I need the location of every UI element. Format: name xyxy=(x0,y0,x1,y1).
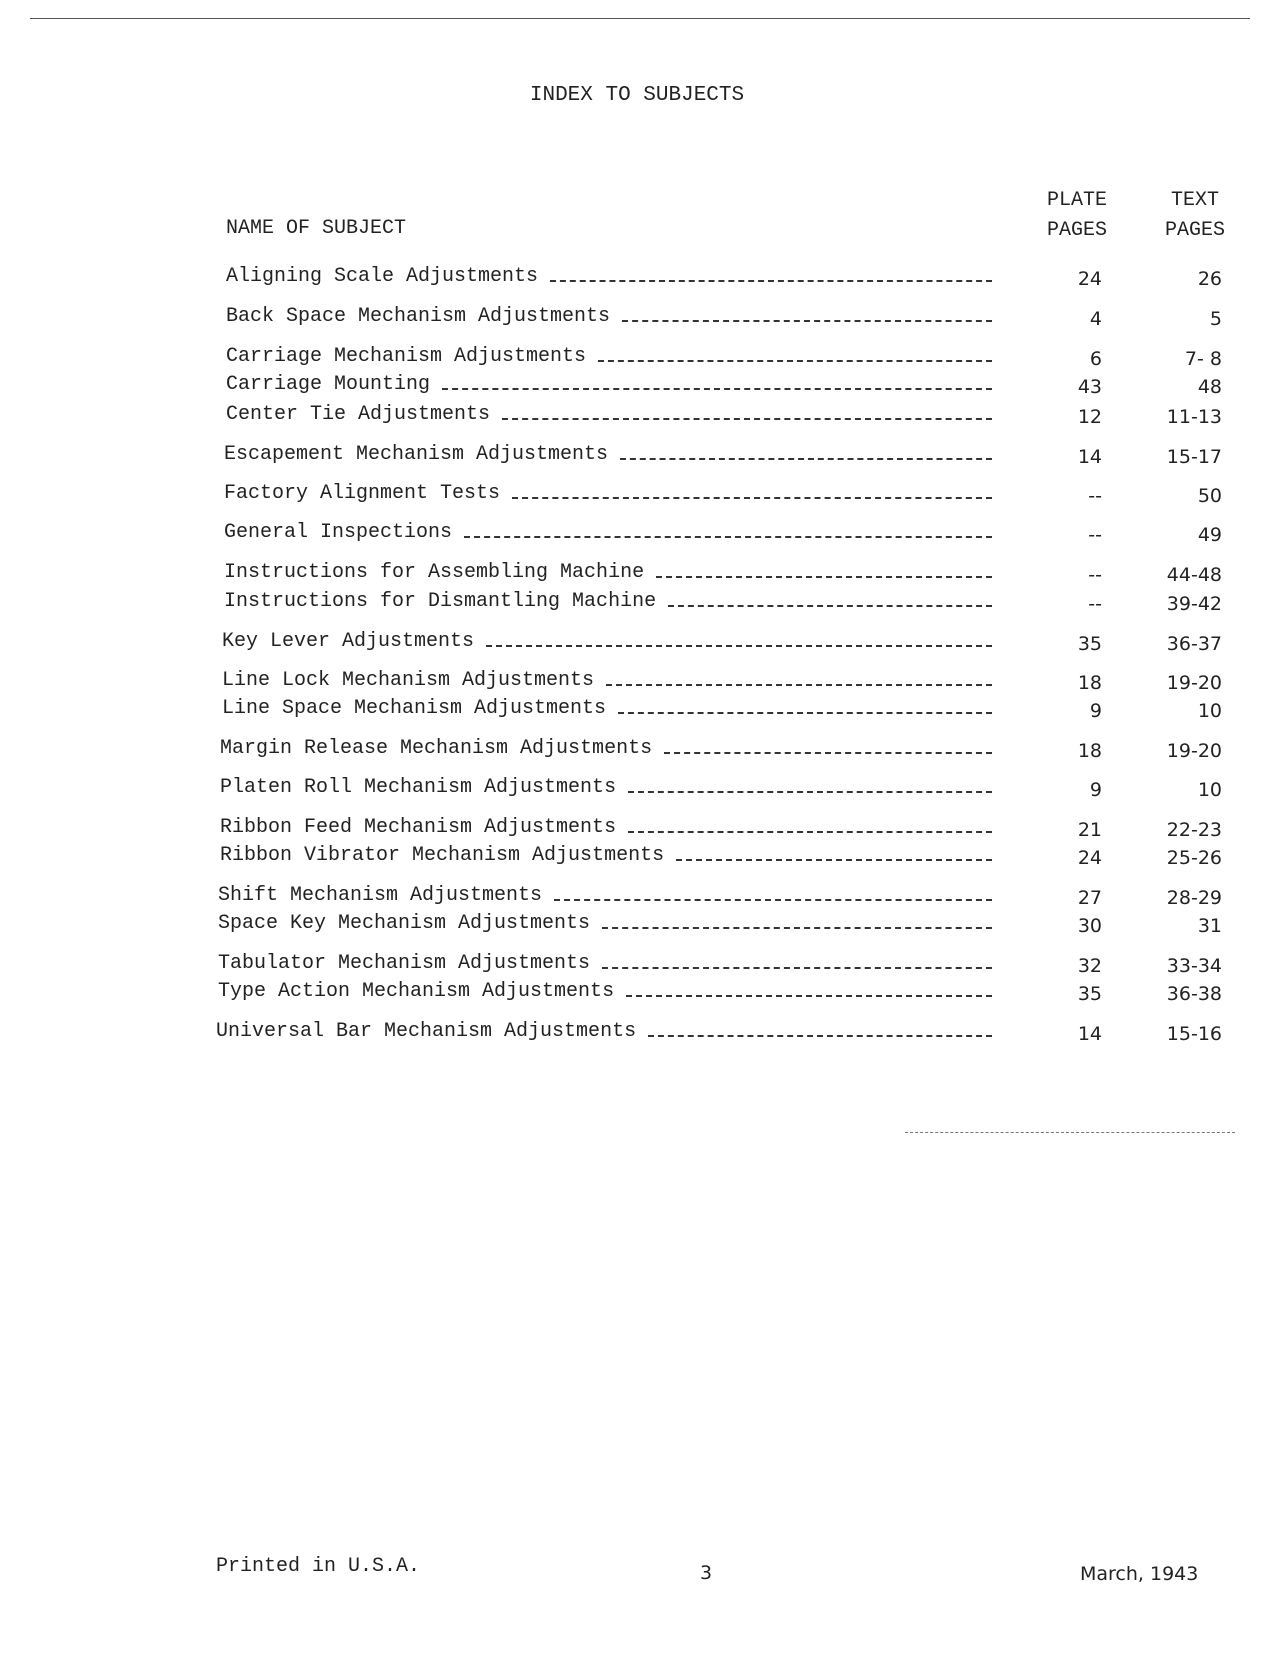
subject-name: Center Tie Adjustments xyxy=(226,403,491,426)
text-pages-value: 15-17 xyxy=(1166,446,1222,468)
subject-name: Tabulator Mechanism Adjustments xyxy=(218,952,591,975)
plate-pages-value: 35 xyxy=(1077,633,1102,655)
text-pages-value: 44-48 xyxy=(1166,564,1222,586)
text-pages-value: 5 xyxy=(1209,308,1222,330)
plate-pages-value: -- xyxy=(1088,593,1102,615)
plate-pages-value: 43 xyxy=(1077,376,1102,398)
dash-leader xyxy=(656,576,992,578)
subject-name: Margin Release Mechanism Adjustments xyxy=(220,737,653,760)
text-pages-value: 36-37 xyxy=(1166,633,1222,655)
plate-pages-value: 24 xyxy=(1077,847,1102,869)
plate-pages-value: 9 xyxy=(1089,779,1102,801)
text-pages-value: 10 xyxy=(1197,700,1222,722)
text-pages-value: 25-26 xyxy=(1166,847,1222,869)
text-pages-value: 15-16 xyxy=(1166,1023,1222,1045)
table-row xyxy=(0,479,1274,509)
header-text-line1: TEXT xyxy=(1170,189,1219,212)
dash-leader xyxy=(648,1035,992,1037)
header-plate-line1: PLATE xyxy=(1046,189,1107,212)
text-pages-value: 22-23 xyxy=(1166,819,1222,841)
table-row xyxy=(0,1017,1274,1047)
plate-pages-value: 32 xyxy=(1077,955,1102,977)
table-row xyxy=(0,627,1274,657)
table-row xyxy=(0,302,1274,332)
dash-leader xyxy=(442,388,992,390)
subject-name: Platen Roll Mechanism Adjustments xyxy=(220,776,617,799)
dash-leader xyxy=(598,360,992,362)
text-pages-value: 19-20 xyxy=(1166,672,1222,694)
dash-leader xyxy=(622,320,992,322)
footer-page-number: 3 xyxy=(700,1562,713,1584)
dash-leader xyxy=(554,899,992,901)
table-row xyxy=(0,558,1274,588)
text-pages-value: 50 xyxy=(1197,485,1222,507)
table-row xyxy=(0,342,1274,372)
text-pages-value: 11-13 xyxy=(1166,406,1222,428)
dash-leader xyxy=(664,752,992,754)
table-row xyxy=(0,813,1274,843)
table-row xyxy=(0,734,1274,764)
plate-pages-value: 14 xyxy=(1077,1023,1102,1045)
dash-leader xyxy=(618,712,992,714)
subject-name: Back Space Mechanism Adjustments xyxy=(226,305,611,328)
subject-name: Type Action Mechanism Adjustments xyxy=(218,980,615,1003)
plate-pages-value: 27 xyxy=(1077,887,1102,909)
subject-name: Ribbon Feed Mechanism Adjustments xyxy=(220,816,617,839)
header-text-line2: PAGES xyxy=(1164,219,1225,242)
text-pages-value: 7- 8 xyxy=(1184,348,1222,370)
header-plate-line2: PAGES xyxy=(1046,219,1107,242)
table-row xyxy=(0,841,1274,871)
plate-pages-value: 24 xyxy=(1077,268,1102,290)
footer-date: March, 1943 xyxy=(1080,1563,1199,1585)
table-row xyxy=(0,666,1274,696)
plate-pages-value: 14 xyxy=(1077,446,1102,468)
plate-pages-value: 18 xyxy=(1077,740,1102,762)
table-row xyxy=(0,773,1274,803)
dash-leader xyxy=(620,458,992,460)
plate-pages-value: 21 xyxy=(1077,819,1102,841)
plate-pages-value: 6 xyxy=(1089,348,1102,370)
subject-name: Line Space Mechanism Adjustments xyxy=(222,697,607,720)
table-row xyxy=(0,977,1274,1007)
dash-leader xyxy=(606,684,992,686)
dash-leader xyxy=(602,967,992,969)
plate-pages-value: -- xyxy=(1088,524,1102,546)
header-plate-pages xyxy=(1032,186,1122,246)
subject-name: Aligning Scale Adjustments xyxy=(226,265,539,288)
subject-name: Carriage Mounting xyxy=(226,373,431,396)
subject-name: Instructions for Dismantling Machine xyxy=(224,590,657,613)
table-row xyxy=(0,909,1274,939)
table-row xyxy=(0,518,1274,548)
table-row xyxy=(0,587,1274,617)
subject-name: Universal Bar Mechanism Adjustments xyxy=(216,1020,637,1043)
dash-leader xyxy=(464,536,992,538)
table-row xyxy=(0,440,1274,470)
text-pages-value: 33-34 xyxy=(1166,955,1222,977)
plate-pages-value: 12 xyxy=(1077,406,1102,428)
subject-name: Shift Mechanism Adjustments xyxy=(218,884,543,907)
subject-name: Space Key Mechanism Adjustments xyxy=(218,912,591,935)
subject-name: Instructions for Assembling Machine xyxy=(224,561,645,584)
plate-pages-value: -- xyxy=(1088,485,1102,507)
plate-pages-value: 18 xyxy=(1077,672,1102,694)
dash-leader xyxy=(502,418,992,420)
subject-name: Factory Alignment Tests xyxy=(224,482,501,505)
table-row xyxy=(0,881,1274,911)
dash-leader xyxy=(486,645,992,647)
text-pages-value: 31 xyxy=(1197,915,1222,937)
text-pages-value: 28-29 xyxy=(1166,887,1222,909)
footer-printed-in: Printed in U.S.A. xyxy=(216,1555,421,1578)
plate-pages-value: 9 xyxy=(1089,700,1102,722)
text-pages-value: 10 xyxy=(1197,779,1222,801)
dash-leader xyxy=(668,605,992,607)
text-pages-value: 19-20 xyxy=(1166,740,1222,762)
subject-name: Ribbon Vibrator Mechanism Adjustments xyxy=(220,844,665,867)
subject-name: Line Lock Mechanism Adjustments xyxy=(222,669,595,692)
subject-name: General Inspections xyxy=(224,521,453,544)
plate-pages-value: 30 xyxy=(1077,915,1102,937)
top-rule xyxy=(30,18,1250,19)
dash-leader xyxy=(676,859,992,861)
header-name-of-subject: NAME OF SUBJECT xyxy=(226,217,407,240)
dash-leader xyxy=(628,791,992,793)
dash-leader xyxy=(626,995,992,997)
subject-name: Carriage Mechanism Adjustments xyxy=(226,345,587,368)
plate-pages-value: -- xyxy=(1088,564,1102,586)
page-title: INDEX TO SUBJECTS xyxy=(529,84,745,107)
text-pages-value: 49 xyxy=(1197,524,1222,546)
table-row xyxy=(0,400,1274,430)
dash-leader xyxy=(628,831,992,833)
dash-leader xyxy=(512,497,992,499)
dash-leader xyxy=(550,280,992,282)
header-text-pages xyxy=(1150,186,1240,246)
text-pages-value: 36-38 xyxy=(1166,983,1222,1005)
text-pages-value: 39-42 xyxy=(1166,593,1222,615)
table-row xyxy=(0,949,1274,979)
subject-name: Key Lever Adjustments xyxy=(222,630,475,653)
dash-leader xyxy=(602,927,992,929)
text-pages-value: 48 xyxy=(1197,376,1222,398)
table-row xyxy=(0,370,1274,400)
text-pages-value: 26 xyxy=(1197,268,1222,290)
table-row xyxy=(0,694,1274,724)
plate-pages-value: 4 xyxy=(1089,308,1102,330)
subject-name: Escapement Mechanism Adjustments xyxy=(224,443,609,466)
plate-pages-value: 35 xyxy=(1077,983,1102,1005)
table-row xyxy=(0,262,1274,292)
divider-rule xyxy=(905,1132,1235,1133)
